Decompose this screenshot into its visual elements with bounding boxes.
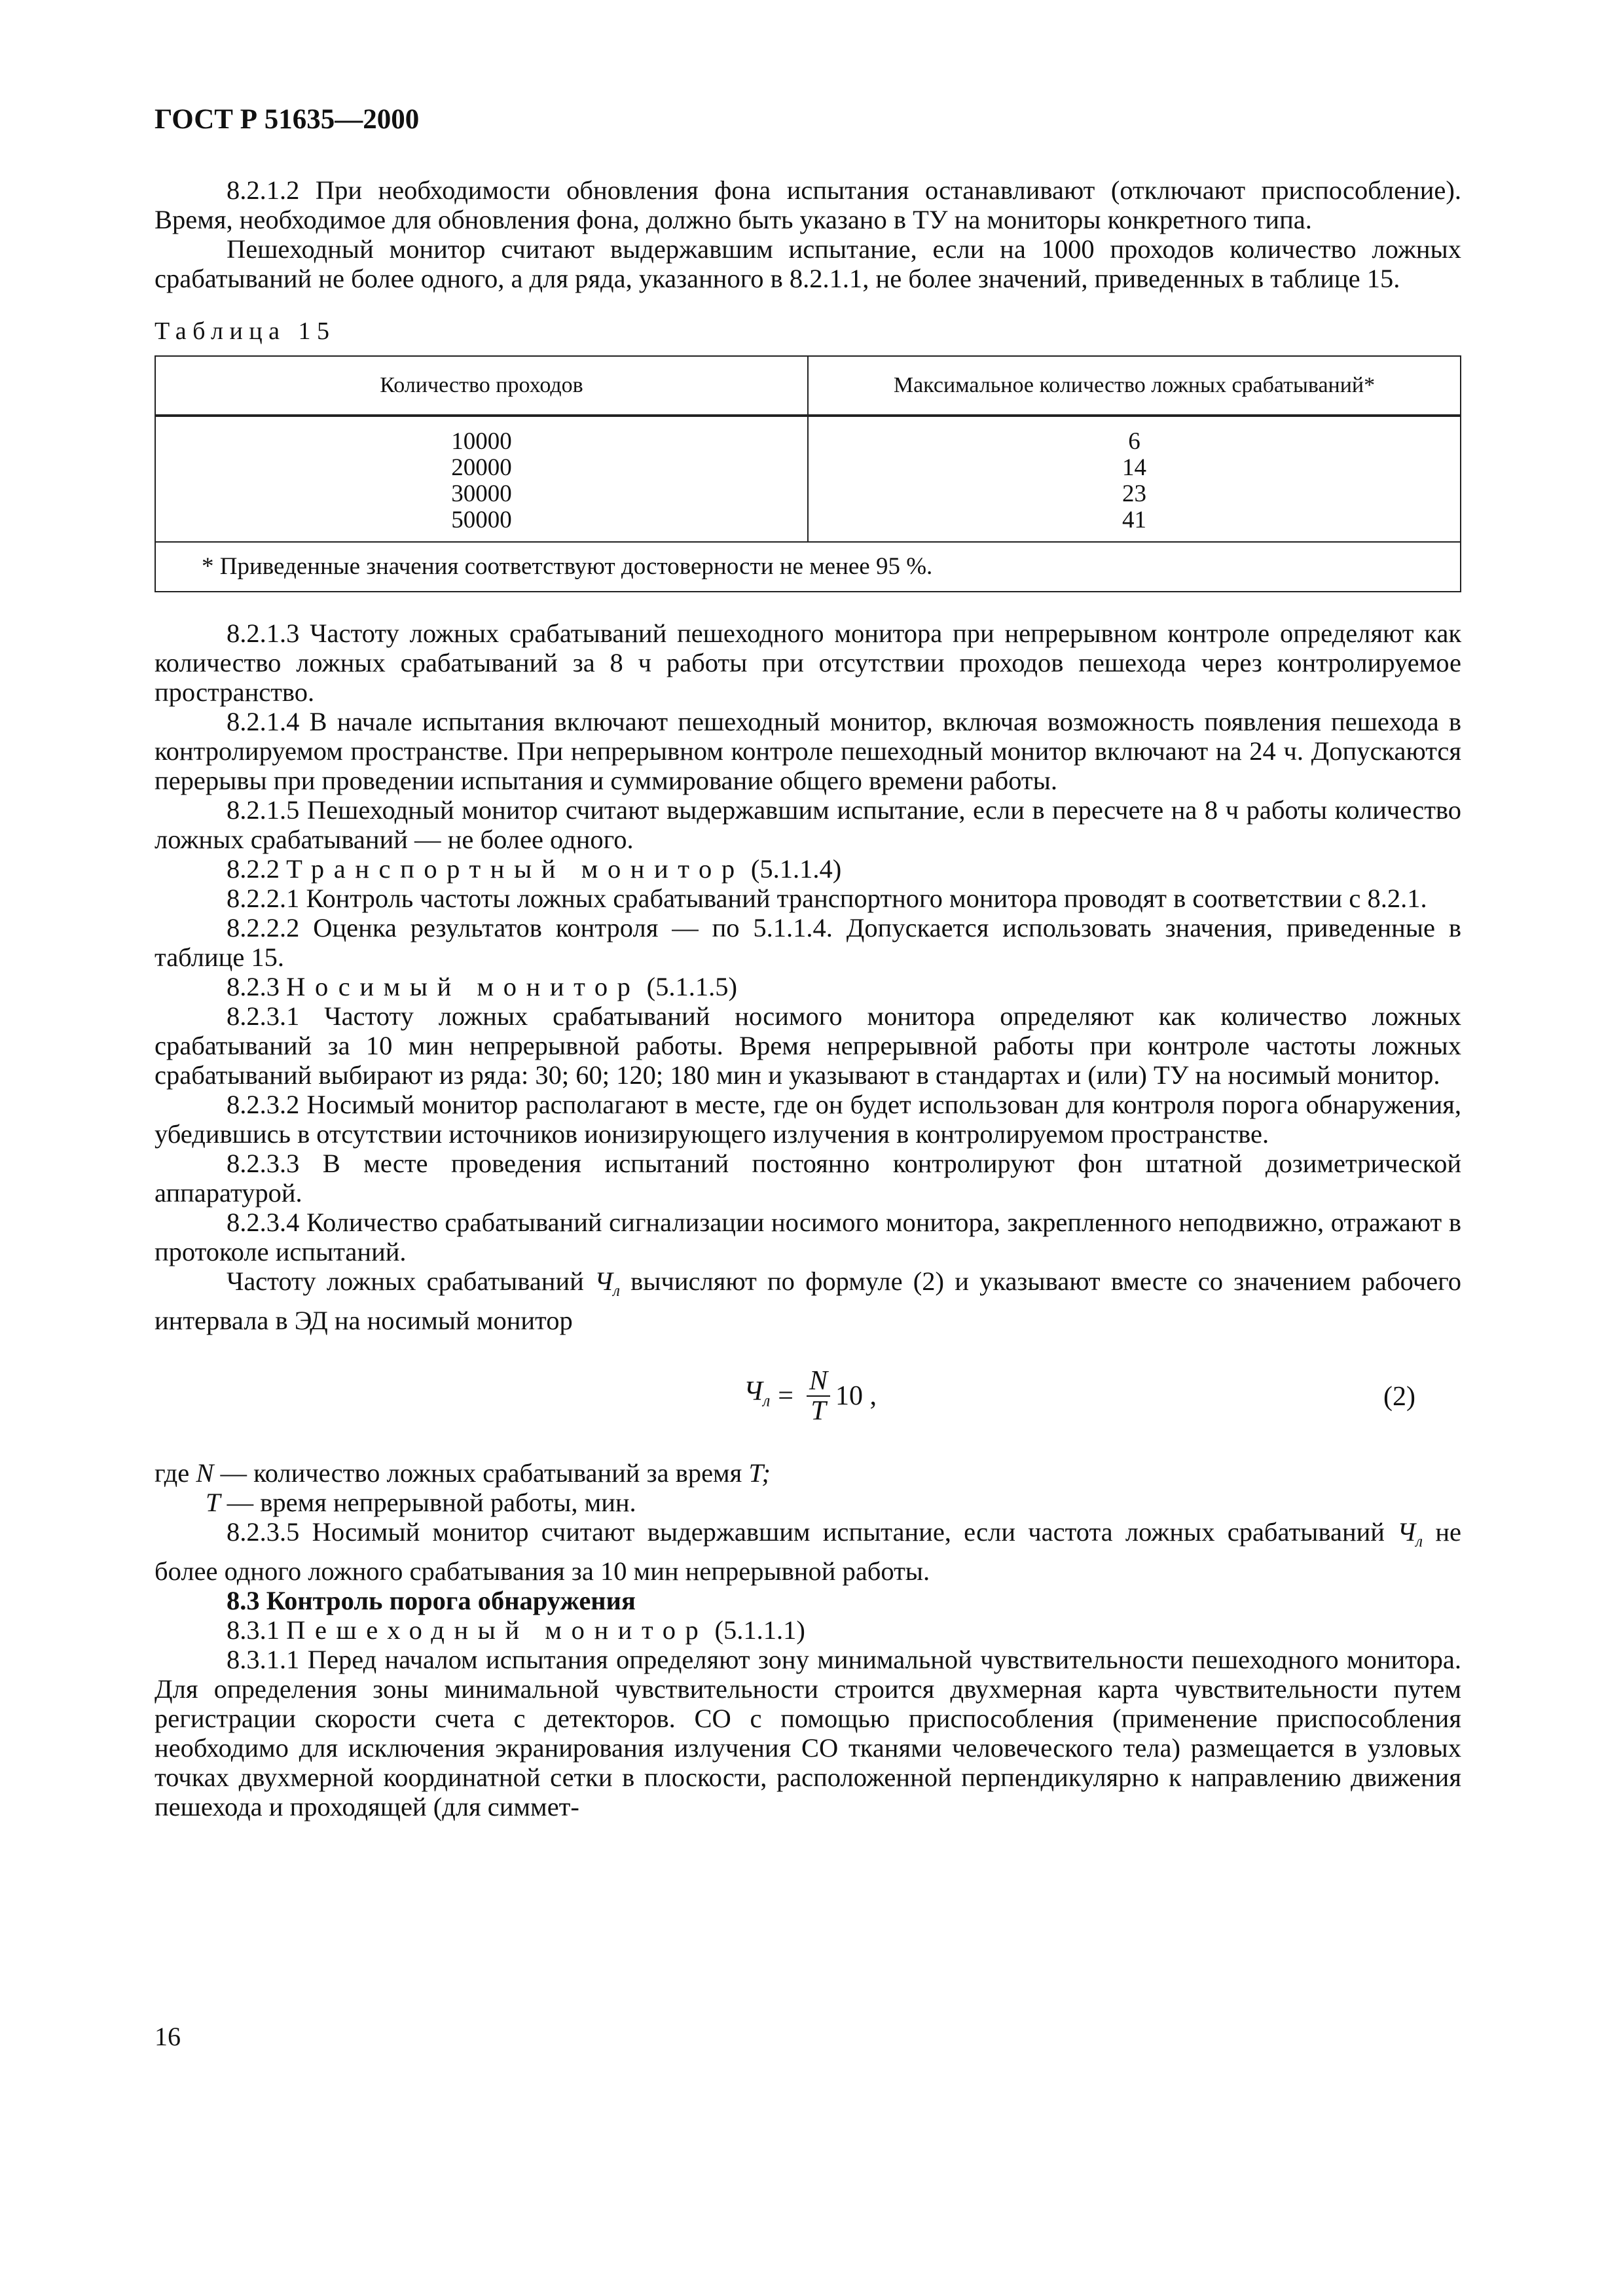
heading-reference: (5.1.1.1) bbox=[714, 1615, 805, 1645]
paragraph-8-2-3-1: 8.2.3.1 Частоту ложных срабатываний носимого монитора определяют как количество ложных срабатываний за 10 мин непрерывной работы. Время непрерывной работы при контроле частоты ложных срабатываний выбирают из ряда: 30; 60; 120; 180 мин и указывают в стандартах и (или) ТУ на носимый монитор. bbox=[155, 1001, 1461, 1090]
table-cell: 50000 bbox=[451, 507, 512, 533]
heading-number: 8.2.2 bbox=[227, 854, 280, 884]
table-15 bbox=[155, 355, 1461, 592]
formula-lhs bbox=[744, 1377, 770, 1415]
paragraph-formula-intro bbox=[155, 1266, 1461, 1335]
table-cell: 6 bbox=[1128, 428, 1140, 455]
col-header-passes: Количество проходов bbox=[155, 356, 808, 416]
heading-reference: (5.1.1.4) bbox=[750, 854, 842, 884]
table-footnote: * Приведенные значения соответствуют достоверности не менее 95 %. bbox=[155, 542, 1461, 592]
formula-numerator: N bbox=[807, 1367, 830, 1397]
formula-coefficient: 10 , bbox=[835, 1380, 877, 1411]
symbol-subscript: л bbox=[612, 1282, 620, 1300]
symbol-subscript: л bbox=[1415, 1533, 1423, 1551]
table-cell: 41 bbox=[1122, 507, 1146, 533]
table-header-row bbox=[155, 356, 1461, 416]
symbol-letter: Ч bbox=[1397, 1517, 1416, 1547]
heading-spaced-name: Носимый монитор bbox=[286, 972, 640, 1001]
heading-8-2-2 bbox=[155, 854, 1461, 884]
formula-2 bbox=[155, 1354, 1461, 1445]
paragraph-8-2-3-4: 8.2.3.4 Количество срабатываний сигнализации носимого монитора, закрепленного неподвижно, отражают в протоколе испытаний. bbox=[155, 1208, 1461, 1266]
table-cell: 30000 bbox=[451, 480, 512, 507]
where-line-1 bbox=[155, 1458, 1461, 1488]
formula-symbol: Ч bbox=[744, 1376, 763, 1407]
formula-fraction bbox=[807, 1367, 830, 1426]
paragraph-8-2-3-5 bbox=[155, 1517, 1461, 1586]
heading-8-3: 8.3 Контроль порога обнаружения bbox=[227, 1586, 636, 1616]
table-cell: 14 bbox=[1122, 454, 1146, 481]
text-fragment: где bbox=[155, 1458, 190, 1488]
paragraph-acceptance: Пешеходный монитор считают выдержавшим испытание, если на 1000 проходов количество ложных срабатываний не более одного, а для ряда, указанного в 8.2.1.1, не более значений, приведенных в таблице 15. bbox=[155, 234, 1461, 293]
table-footnote-row bbox=[155, 542, 1461, 592]
heading-spaced-name: Пешеходный монитор bbox=[286, 1615, 708, 1645]
col-header-max-false: Максимальное количество ложных срабатываний* bbox=[808, 356, 1461, 416]
document-body bbox=[155, 175, 1461, 1821]
standard-header: ГОСТ Р 51635—2000 bbox=[155, 104, 420, 135]
heading-reference: (5.1.1.5) bbox=[646, 972, 737, 1001]
variable-t: T; bbox=[748, 1458, 771, 1488]
text-fragment: не более одного ложного срабатывания за 10 мин непрерывной работы. bbox=[155, 1517, 1462, 1587]
formula-denominator: T bbox=[811, 1396, 826, 1427]
paragraph-8-2-1-3: 8.2.1.3 Частоту ложных срабатываний пешеходного монитора при непрерывном контроле определяют как количество ложных срабатываний за 8 ч работы при отсутствии проходов пешехода через контролируемое пространство. bbox=[155, 619, 1461, 707]
variable-t: T bbox=[206, 1488, 221, 1518]
heading-number: 8.2.3 bbox=[227, 972, 280, 1001]
paragraph-8-2-1-4: 8.2.1.4 В начале испытания включают пешеходный монитор, включая возможность появления пешехода в контролируемом пространстве. При непрерывном контроле пешеходный монитор включают на 24 ч. Допускаются перерывы при проведении испытания и суммирование общего времени работы. bbox=[155, 707, 1461, 795]
paragraph-8-2-1-5: 8.2.1.5 Пешеходный монитор считают выдержавшим испытание, если в пересчете на 8 ч работы количество ложных срабатываний — не более одного. bbox=[155, 795, 1461, 854]
body-after-table bbox=[155, 619, 1461, 1821]
text-fragment: — время непрерывной работы, мин. bbox=[227, 1488, 636, 1518]
paragraph-8-2-3-2: 8.2.3.2 Носимый монитор располагают в месте, где он будет использован для контроля порога обнаружения, убедившись в отсутствии источников ионизирующего излучения в контролируемом пространстве. bbox=[155, 1090, 1461, 1149]
text-fragment: 8.2.3.5 Носимый монитор считают выдержавшим испытание, если частота ложных срабатываний bbox=[227, 1517, 1385, 1547]
paragraph-8-3-1-1: 8.3.1.1 Перед началом испытания определяют зону минимальной чувствительности пешеходного монитора. Для определения зоны минимальной чувствительности строится двухмерная карта чувствительности путем регистрации скорости счета с детекторов. СО с помощью приспособления (применение приспособления необходимо для исключения экранирования излучения СО тканями человеческого тела) размещается в узловых точках двухмерной координатной сетки в плоскости, расположенной перпендикулярно к направлению движения пешехода и проходящей (для симмет- bbox=[155, 1645, 1461, 1822]
formula-subscript: л bbox=[762, 1391, 771, 1410]
page-number: 16 bbox=[155, 2022, 181, 2051]
table-values-row bbox=[155, 416, 1461, 542]
paragraph-8-2-1-2: 8.2.1.2 При необходимости обновления фона испытания останавливают (отключают приспособление). Время, необходимое для обновления фона, должно быть указано в ТУ на мониторы конкретного типа. bbox=[155, 175, 1461, 234]
passes-column bbox=[155, 416, 808, 542]
table-cell: 20000 bbox=[451, 454, 512, 481]
text-fragment: Частоту ложных срабатываний bbox=[227, 1266, 584, 1296]
paragraph-8-2-2-2: 8.2.2.2 Оценка результатов контроля — по 5.1.1.4. Допускается использовать значения, приведенные в таблице 15. bbox=[155, 913, 1461, 972]
heading-number: 8.3.1 bbox=[227, 1615, 280, 1645]
where-line-2 bbox=[155, 1488, 1461, 1517]
paragraph-8-2-3-3: 8.2.3.3 В месте проведения испытаний постоянно контролируют фон штатной дозиметрической аппаратурой. bbox=[155, 1149, 1461, 1208]
symbol-ch bbox=[1397, 1517, 1423, 1551]
heading-spaced-name: Транспортный монитор bbox=[286, 854, 744, 884]
formula-expression bbox=[744, 1367, 877, 1426]
symbol-letter: Ч bbox=[594, 1266, 613, 1296]
heading-8-2-3 bbox=[155, 972, 1461, 1001]
symbol-ch bbox=[594, 1266, 620, 1300]
heading-8-3-1 bbox=[155, 1615, 1461, 1645]
max-false-column bbox=[808, 416, 1461, 542]
table-caption: Таблица 15 bbox=[155, 317, 336, 345]
table-cell: 23 bbox=[1122, 480, 1146, 507]
text-fragment: — количество ложных срабатываний за время bbox=[220, 1458, 742, 1488]
text-fragment: вычисляют по формуле (2) и указывают вместе со значением рабочего интервала в ЭД на носимый монитор bbox=[155, 1266, 1462, 1336]
table-cell: 10000 bbox=[451, 428, 512, 455]
paragraph-8-2-2-1: 8.2.2.1 Контроль частоты ложных срабатываний транспортного монитора проводят в соответствии с 8.2.1. bbox=[227, 884, 1427, 913]
formula-equals: = bbox=[778, 1380, 793, 1411]
variable-n: N bbox=[196, 1458, 214, 1488]
formula-number: (2) bbox=[1383, 1382, 1415, 1412]
